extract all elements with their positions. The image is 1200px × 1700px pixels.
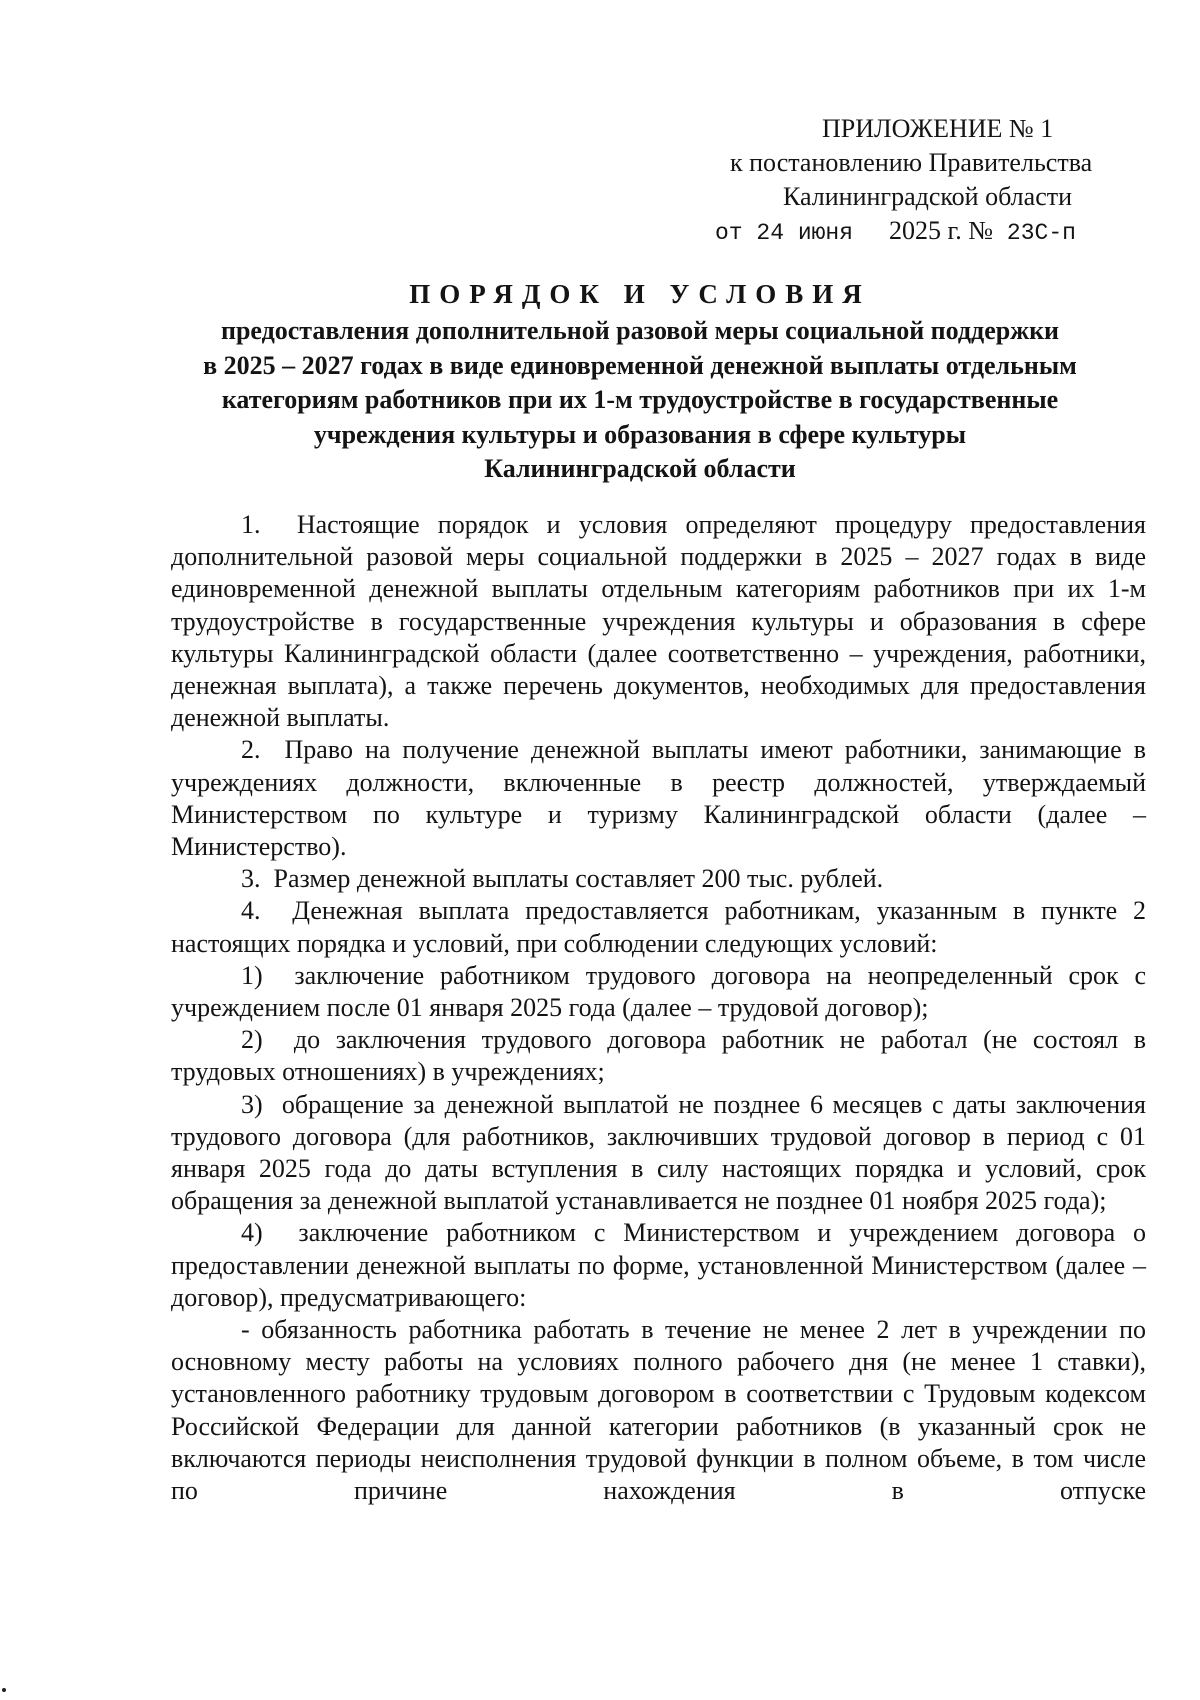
subitem-3 [171,1089,1146,1218]
subitem-4 [171,1217,1146,1314]
subtitle-line: учреждения культуры и образования в сфере культуры [313,419,967,449]
subitem-text: заключение работником трудового договора на неопределенный срок с учреждением после 01 января 2025 года (далее – трудовой договор); [171,960,1146,1023]
paragraph-text: Право на получение денежной выплаты имеют работники, занимающие в учреждениях должности, включенные в реестр должностей, утверждаемый Министерством по культуре и туризму Калининградской области (далее – Министерство). [171,735,1147,862]
appendix-header [660,112,1130,250]
subitem-number: 4) [241,1218,263,1248]
subitem-1 [171,960,1146,1024]
subitem-text: до заключения трудового договора работник не работал (не состоял в трудовых отношениях) в учреждениях; [171,1025,1146,1087]
paragraph-number: 2. [241,735,261,765]
paragraph-number: 3. [241,864,261,894]
paragraph-number: 4. [241,896,261,926]
appendix-region-line: Калининградской области [783,182,1073,211]
paragraph-4 [171,895,1146,959]
paragraph-text: Настоящие порядок и условия определяют процедуру предоставления дополнительной разовой меры социальной поддержки в 2025 – 2027 годах в виде единовременной денежной выплаты отдельным категориям работников при их 1-м трудоустройстве в государственные учреждения культуры и образования в сфере культуры Калининградской области (далее соответственно – учреждения, работники, денежная выплата), а также перечень документов, необходимых для предоставления денежной выплаты. [171,510,1147,733]
subitem-text: обращение за денежной выплатой не позднее 6 месяцев с даты заключения трудового договора (для работников, заключивших трудовой договор в период с 01 января 2025 года до даты вступления в силу настоящих порядка и условий, срок обращения за денежной выплатой устанавливается не позднее 01 ноября 2025 года); [171,1089,1146,1216]
document-number: 23С-п [1006,220,1076,246]
bullet-text: обязанность работника работать в течение не менее 2 лет в учреждении по основному месту работы на условиях полного рабочего дня (не менее 1 ставки), установленного работнику трудовым договором в соответствии с Трудовым кодексом Российской Федерации для данной категории работников (в указанный срок не включаются периоды неисполнения трудовой функции в полном объеме, в том числе по причине нахождения в отпуске [171,1315,1146,1506]
paragraph-1 [171,509,1146,734]
appendix-resolution-line: к постановлению Правительства [730,148,1093,177]
subtitle-line: предоставления дополнительной разовой меры социальной поддержки [220,316,1060,345]
paragraph-2 [171,734,1146,863]
document-title: ПОРЯДОК И УСЛОВИЯ [409,279,871,309]
date-year: 2025 г. № [889,216,994,245]
date-prefix: от [715,220,743,246]
title-block [140,276,1140,487]
subitem-number: 2) [241,1025,263,1055]
appendix-label: ПРИЛОЖЕНИЕ № 1 [822,114,1054,143]
paragraph-3 [171,863,1146,895]
subitem-2 [171,1024,1146,1088]
subitem-number: 3) [241,1089,263,1119]
bullet-dash: - [241,1315,250,1345]
document-body [171,509,1146,1507]
paragraph-text: Денежная выплата предоставляется работникам, указанным в пункте 2 настоящих порядка и условий, при соблюдении следующих условий: [171,896,1147,958]
appendix-date-line [660,214,1130,250]
subtitle-line: категориям работников при их 1-м трудоустройстве в государственные [221,385,1059,414]
subitem-number: 1) [241,960,263,990]
paragraph-number: 1. [241,510,261,539]
subtitle-line: Калининградской области [484,454,796,483]
date-value: 24 июня [756,220,854,246]
subitem-text: заключение работником с Министерством и учреждением договора о предоставлении денежной выплаты по форме, установленной Министерством (далее – договор), предусматривающего: [171,1218,1147,1312]
scan-mark [2,1688,6,1692]
subtitle-line: в 2025 – 2027 годах в виде единовременной денежной выплаты отдельным [203,350,1077,380]
bullet-item [171,1314,1146,1507]
paragraph-text: Размер денежной выплаты составляет 200 тыс. рублей. [273,864,884,894]
